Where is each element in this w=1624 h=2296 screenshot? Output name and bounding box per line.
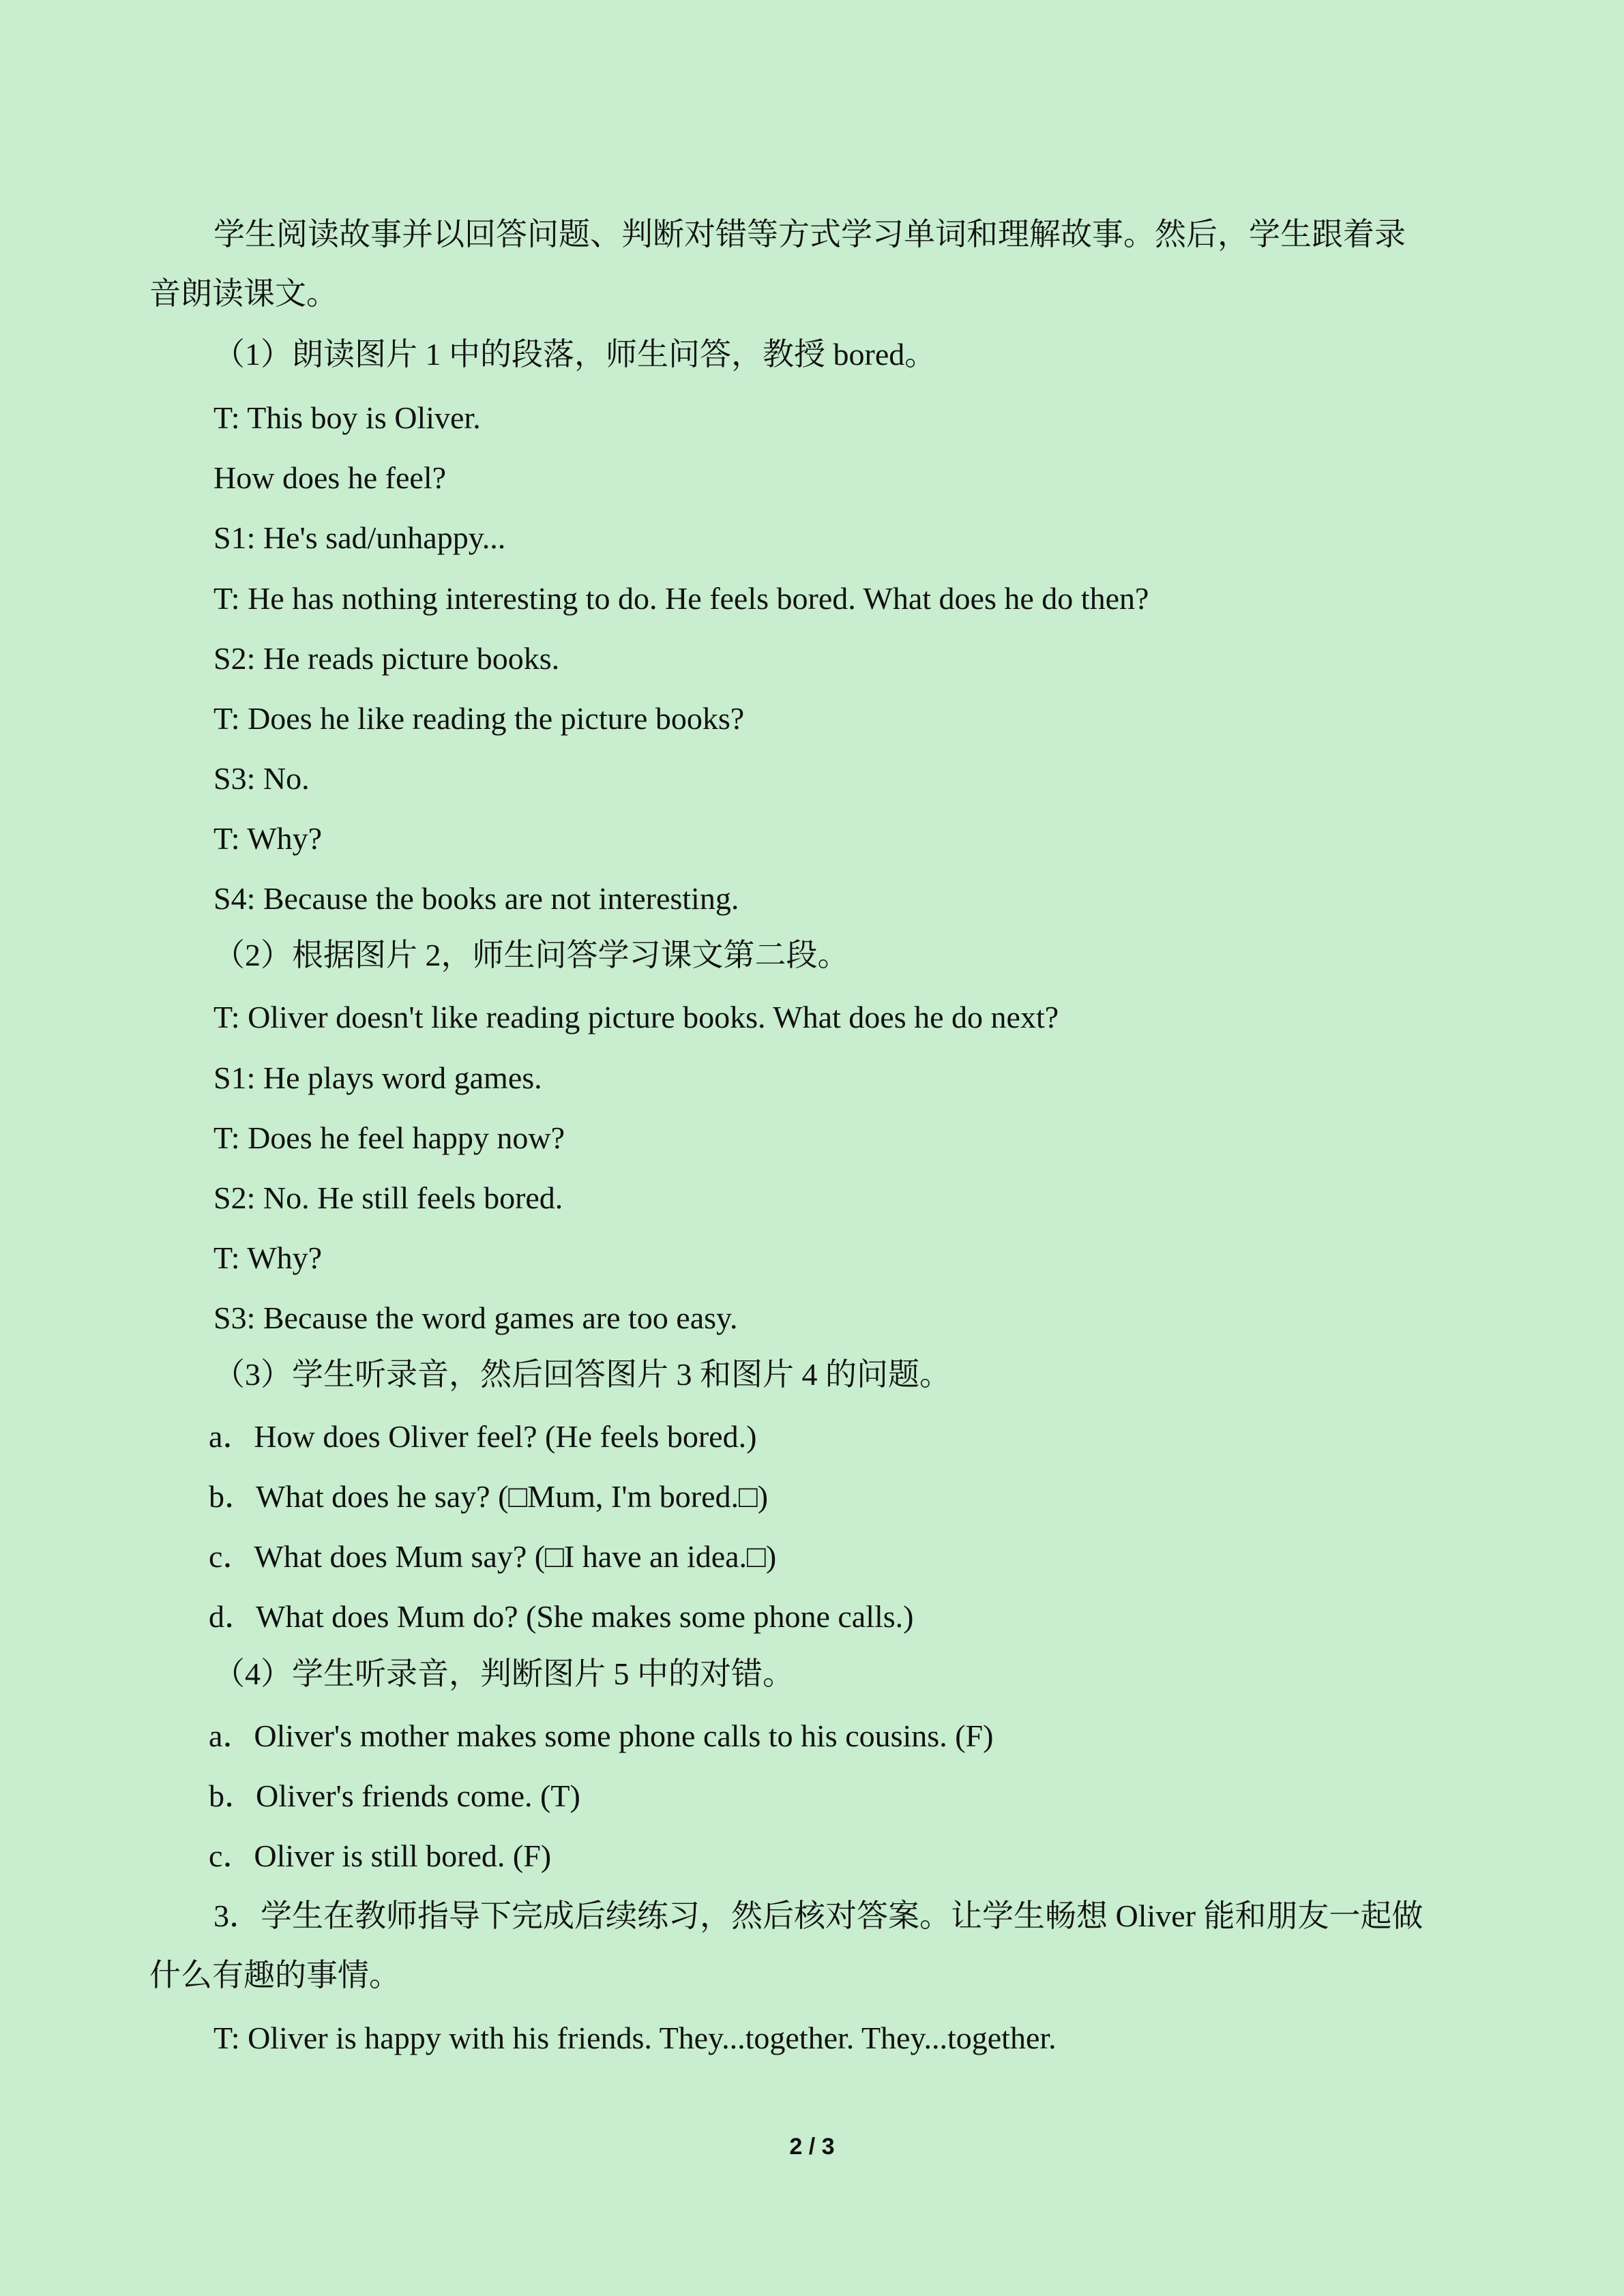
dialogue-line: T: He has nothing interesting to do. He feels bored. What does he do then? [213, 581, 1149, 616]
true-false-item: a．Oliver's mother makes some phone calls to his cousins. (F) [209, 1718, 994, 1753]
true-false-item: c．Oliver is still bored. (F) [209, 1838, 552, 1873]
question-item: b．What does he say? (□Mum, I'm bored.□) [209, 1479, 769, 1514]
dialogue-line: T: Oliver doesn't like reading picture books. What does he do next? [213, 1000, 1059, 1034]
question-item: a．How does Oliver feel? (He feels bored.) [209, 1419, 757, 1454]
dialogue-line: T: Oliver is happy with his friends. They...together. They...together. [213, 2021, 1057, 2055]
question-item: d．What does Mum do? (She makes some phone calls.) [209, 1599, 914, 1634]
step-4-heading: （4）学生听录音，判断图片 5 中的对错。 [213, 1656, 794, 1691]
paragraph-intro-line-1: 学生阅读故事并以回答问题、判断对错等方式学习单词和理解故事。然后，学生跟着录 [213, 217, 1406, 252]
paragraph-intro-line-2: 音朗读课文。 [149, 276, 338, 311]
step-1-heading: （1）朗读图片 1 中的段落，师生问答，教授 bored。 [213, 337, 936, 372]
dialogue-line: S1: He plays word games. [213, 1060, 542, 1095]
question-item: c．What does Mum say? (□I have an idea.□) [209, 1539, 777, 1574]
page-number: 2 / 3 [789, 2134, 835, 2160]
step-3-heading: （3）学生听录音，然后回答图片 3 和图片 4 的问题。 [213, 1357, 951, 1392]
dialogue-line: S4: Because the books are not interesting. [213, 881, 739, 916]
dialogue-line: S2: He reads picture books. [213, 641, 560, 676]
dialogue-line: T: Why? [213, 821, 323, 856]
dialogue-line: S2: No. He still feels bored. [213, 1180, 563, 1215]
dialogue-line: S3: No. [213, 761, 310, 796]
paragraph-step-3-line-2: 什么有趣的事情。 [149, 1958, 400, 1993]
true-false-item: b．Oliver's friends come. (T) [209, 1778, 580, 1813]
dialogue-line: T: This boy is Oliver. [213, 400, 481, 435]
dialogue-line: T: Does he feel happy now? [213, 1120, 565, 1155]
dialogue-line: T: Does he like reading the picture books? [213, 701, 745, 736]
dialogue-line: How does he feel? [213, 460, 447, 495]
dialogue-line: S1: He's sad/unhappy... [213, 520, 506, 555]
dialogue-line: S3: Because the word games are too easy. [213, 1300, 738, 1335]
dialogue-line: T: Why? [213, 1240, 323, 1275]
step-2-heading: （2）根据图片 2，师生问答学习课文第二段。 [213, 938, 849, 972]
paragraph-step-3-line-1: 3．学生在教师指导下完成后续练习，然后核对答案。让学生畅想 Oliver 能和朋友一起做 [213, 1898, 1423, 1933]
